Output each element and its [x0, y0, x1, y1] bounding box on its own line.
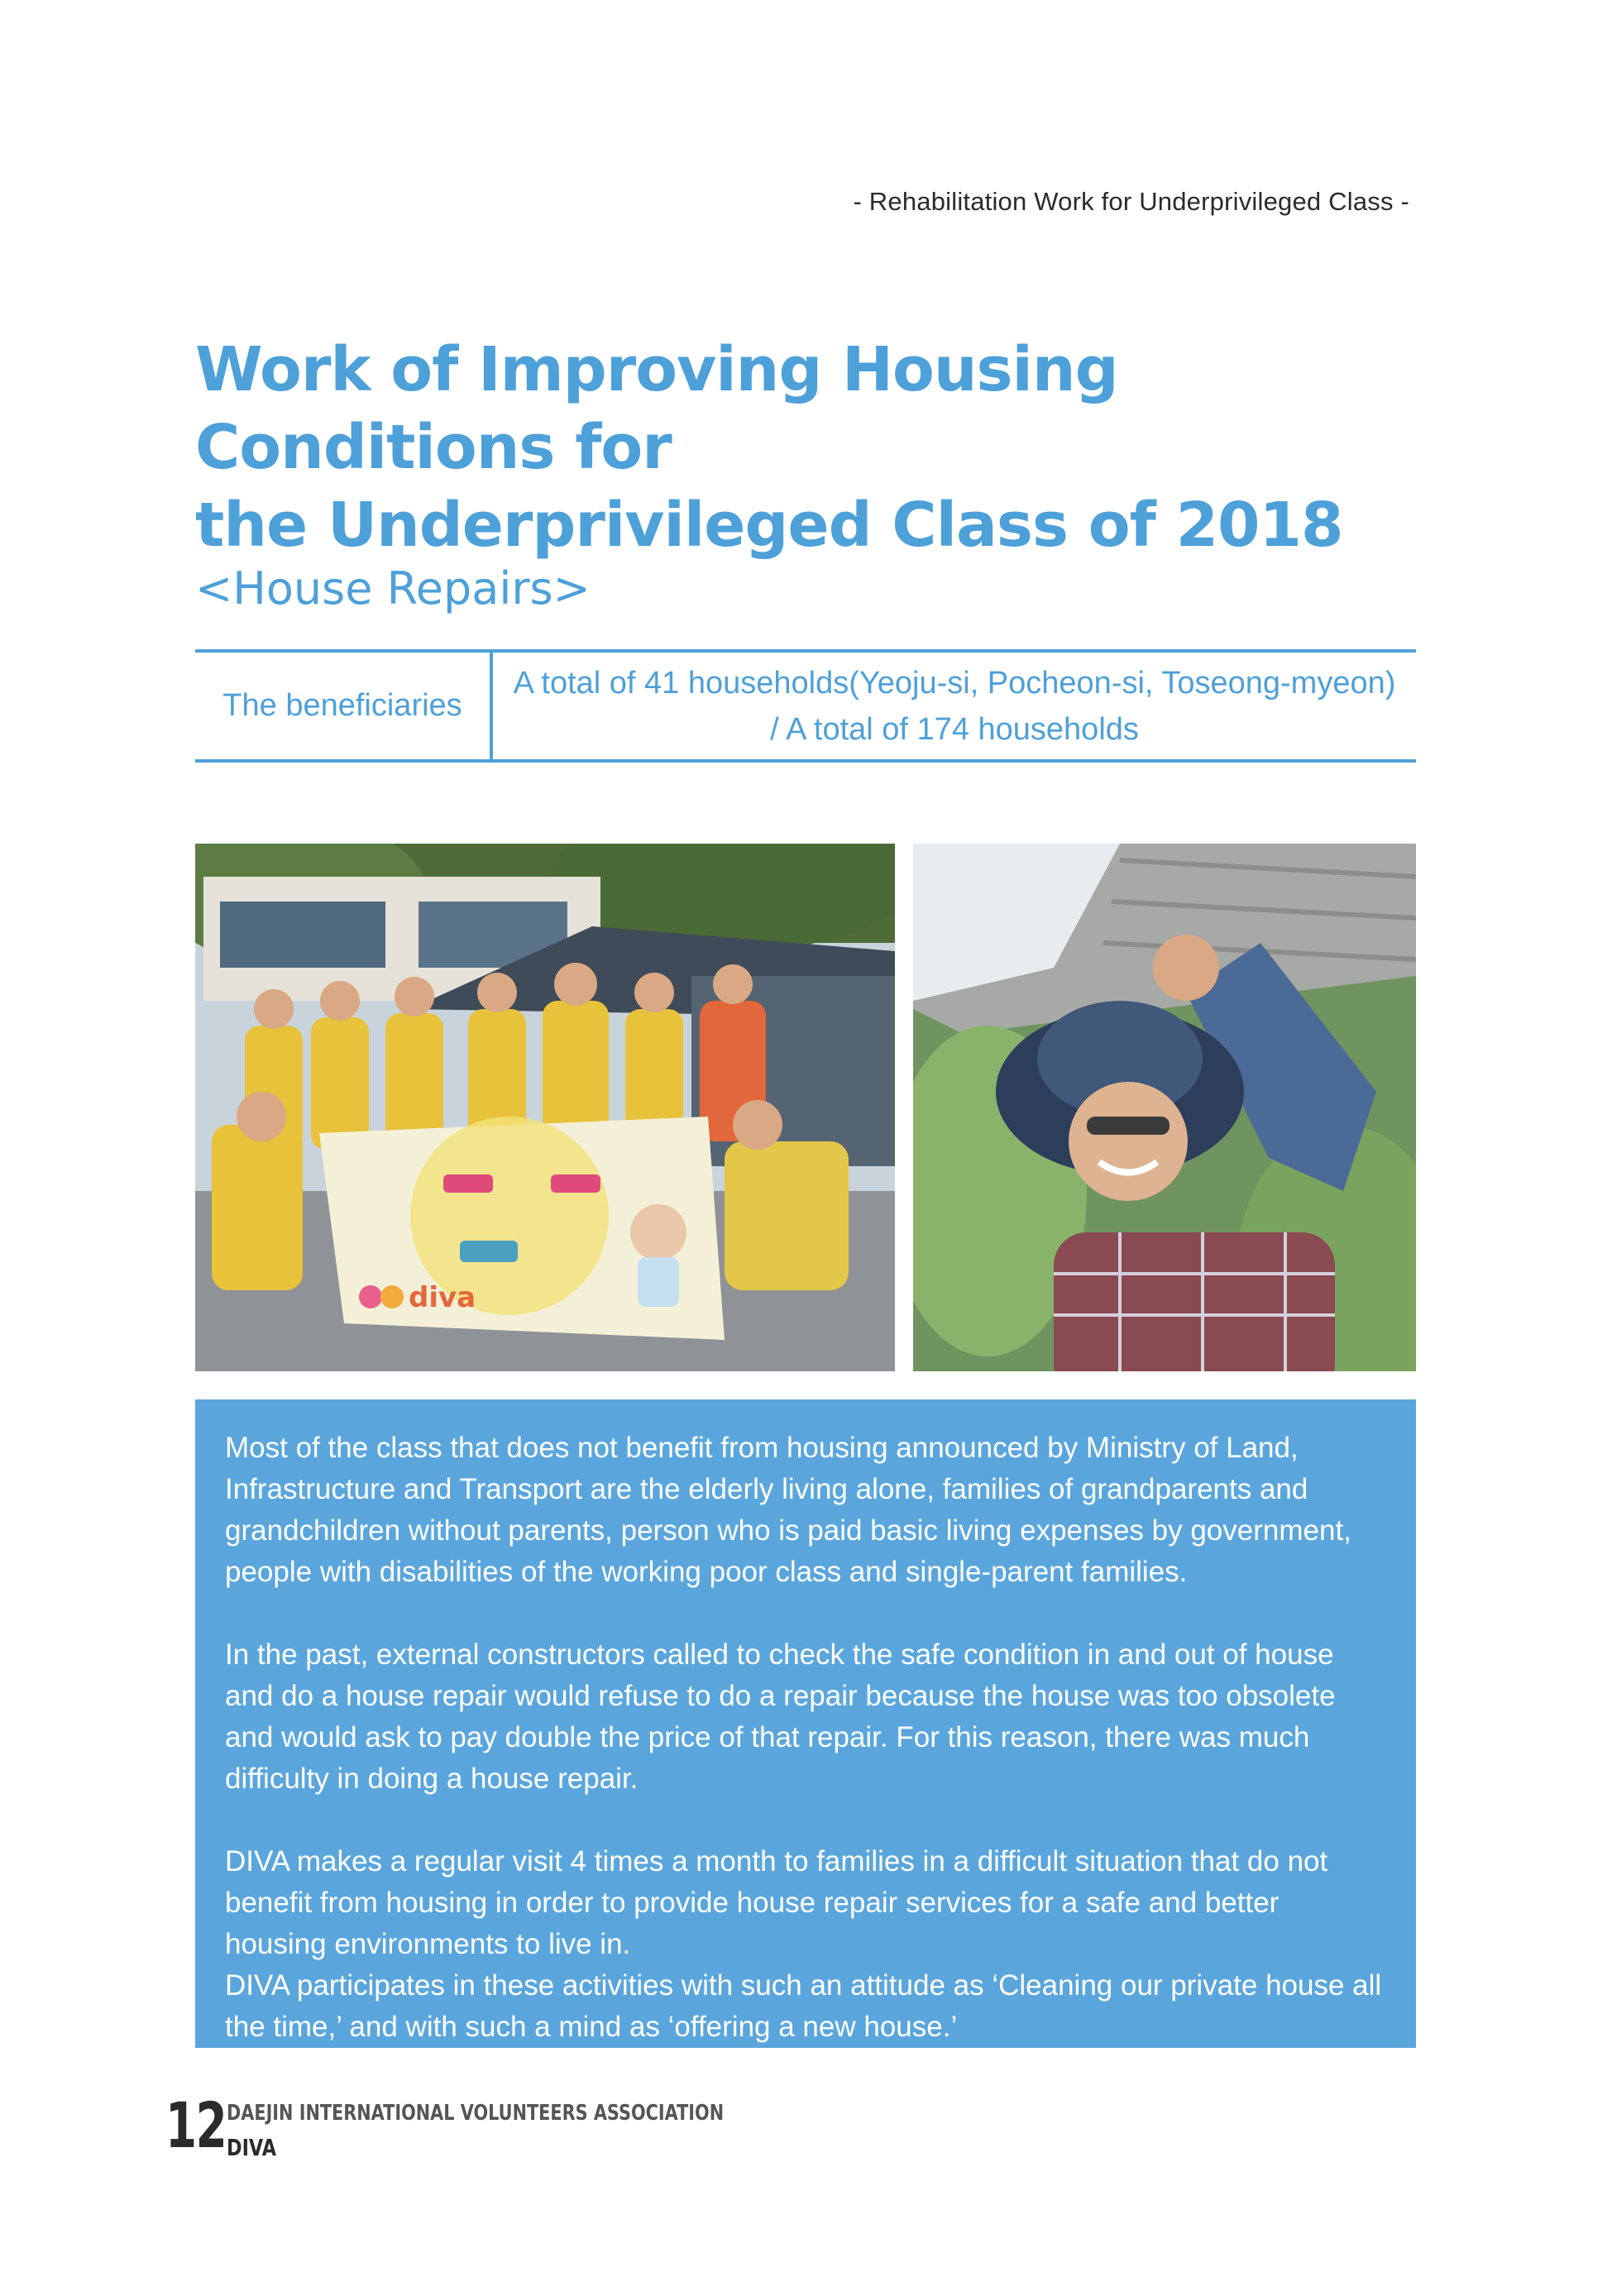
body-paragraph-1: Most of the class that does not benefit from housing announced by Ministry of Land, Infrastructure and Transport are the elderly living alone, families of grandparents and grandchildren without parents, person who is paid basic living expenses by government, people with disabilities of the working poor class and single-parent families. — [225, 1432, 1351, 1588]
section-subtitle: <House Repairs> — [195, 562, 591, 615]
repair-photo-illustration — [913, 844, 1416, 1371]
beneficiaries-value-line-2: / A total of 174 households — [770, 711, 1139, 747]
section-note: - Rehabilitation Work for Underprivileged Class - — [853, 187, 1409, 216]
page-number: 12 — [165, 2088, 227, 2162]
body-paragraph-2: In the past, external constructors called to check the safe condition in and out of house and do a house repair would refuse to do a repair because the house was too obsolete and would ask to pay double the price of that repair. For this reason, there was much difficulty in doing a house repair. — [225, 1638, 1336, 1795]
group-photo-illustration — [195, 844, 895, 1371]
body-paragraph-4: DIVA participates in these activities with such an attitude as ‘Cleaning our private house all the time,’ and with such a mind as ‘offering a new house.’ — [225, 1969, 1382, 2043]
body-paragraph-3: DIVA makes a regular visit 4 times a month to families in a difficult situation that do not benefit from housing in order to provide house repair services for a safe and better housing environments to live in. — [225, 1845, 1328, 1960]
volunteer-repair-photo — [913, 844, 1416, 1371]
footer-org-name: DAEJIN INTERNATIONAL VOLUNTEERS ASSOCIATION — [227, 2101, 725, 2126]
footer-org-short: DIVA — [227, 2134, 277, 2161]
banner-brand-mark: diva — [409, 1281, 476, 1314]
page-title-line-1: Work of Improving Housing Conditions for — [195, 334, 1118, 483]
beneficiaries-table — [195, 649, 1416, 763]
page-title — [195, 331, 1419, 564]
group-volunteers-photo — [195, 844, 895, 1371]
beneficiaries-label: The beneficiaries — [195, 653, 493, 759]
beneficiaries-value — [493, 653, 1416, 759]
description-box — [195, 1399, 1416, 2048]
beneficiaries-value-line-1: A total of 41 households(Yeoju-si, Pocheon-si, Toseong-myeon) — [513, 665, 1396, 701]
page-title-line-2: the Underprivileged Class of 2018 — [195, 490, 1343, 561]
